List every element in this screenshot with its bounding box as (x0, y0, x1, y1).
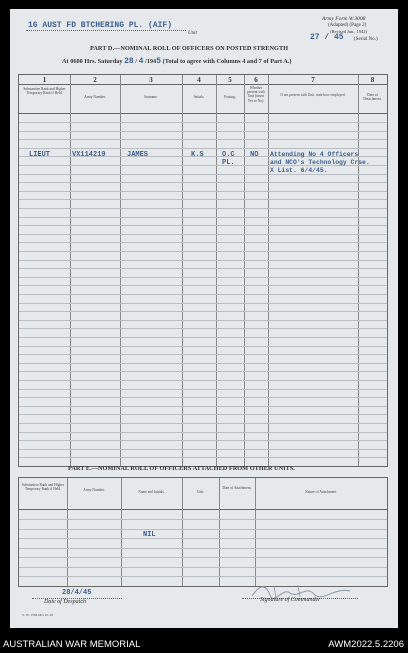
form-adapted: (Adapted) (Page 2) (328, 23, 367, 28)
archive-footer (0, 634, 408, 653)
ruled-line (19, 363, 387, 364)
despatch-date: 28/4/45 (62, 589, 92, 597)
e-col-header-nature: Nature of Attachment. (304, 490, 338, 494)
date-suffix: (Total to agree with Columns 4 and 7 of Part A.) (162, 58, 292, 65)
row-initials: K.S (191, 151, 204, 159)
ruled-line (19, 139, 387, 140)
ruled-line (19, 538, 387, 539)
date-year-prefix: /194 (145, 58, 157, 65)
col-num-2: 2 (93, 76, 97, 84)
row-posting: O.C (222, 151, 235, 159)
row-employed: Attending No 4 Officers (270, 151, 359, 158)
unit-name: 16 AUST FD BTCHERING PL. (AIF) (28, 21, 173, 30)
ruled-line (19, 406, 387, 407)
ruled-line (19, 548, 387, 549)
serial-number: 27 / 45 (310, 33, 344, 42)
col-num-1: 1 (42, 76, 47, 84)
ruled-line (19, 328, 387, 329)
col-header-number: Army Number. (84, 95, 106, 99)
nil-entry: NIL (143, 531, 156, 539)
col-header-initials: Initials. (193, 95, 205, 99)
ruled-line (19, 191, 387, 192)
date-slash: / (135, 58, 138, 65)
row-rank: LIEUT (29, 151, 51, 159)
ruled-line (19, 285, 387, 286)
ruled-line (19, 242, 387, 243)
ruled-line (19, 208, 387, 209)
col-num-5: 5 (228, 76, 232, 84)
ruled-line (19, 225, 387, 226)
ruled-line (19, 346, 387, 347)
col-header-posting: Posting. (224, 95, 236, 99)
ruled-line (19, 567, 387, 568)
print-code: S. W. 1584 Mrs 10-18 (22, 613, 53, 617)
ruled-line (19, 557, 387, 558)
ruled-line (19, 303, 387, 304)
ruled-line (19, 251, 387, 252)
col-num-3: 3 (149, 76, 153, 84)
ruled-line (19, 131, 387, 132)
col-num-7: 7 (311, 76, 315, 84)
ruled-line (19, 432, 387, 433)
ruled-line (19, 320, 387, 321)
date-prefix: At 0600 Hrs. Saturday (62, 58, 123, 65)
col-num-6: 6 (254, 76, 258, 84)
ruled-line (19, 423, 387, 424)
ruled-line (19, 440, 387, 441)
signature-label: Signature of Commander (260, 597, 321, 603)
col-num-4: 4 (197, 76, 201, 84)
archive-name: AUSTRALIAN WAR MEMORIAL (3, 639, 141, 650)
ruled-line (19, 397, 387, 398)
row-employed-3: X List. 6/4/45. (270, 167, 328, 174)
e-col-header-unit: Unit. (196, 490, 205, 494)
ruled-line (19, 148, 387, 149)
ruled-line (19, 260, 387, 261)
date-month: 4 (138, 57, 144, 66)
col-num-8: 8 (370, 76, 375, 84)
row-surname: JAMES (127, 151, 149, 159)
col-header-employed: If not present with Unit, state how employed. (280, 93, 346, 97)
e-col-header-date: Date of Attachment. (222, 486, 252, 490)
despatch-date-label: Date of Despatch (44, 599, 86, 605)
archive-id: AWM2022.5.2206 (328, 639, 404, 650)
ruled-line (19, 519, 387, 520)
row-number: VX114219 (72, 151, 106, 159)
form-name: Army Form W.3008 (322, 16, 366, 22)
ruled-line (19, 576, 387, 577)
unit-underline (26, 30, 186, 31)
ruled-line (19, 294, 387, 295)
ruled-line (19, 277, 387, 278)
ruled-line (19, 268, 387, 269)
ruled-line (19, 380, 387, 381)
col-header-present: Whether present with Unit (insert Yes or No). (247, 86, 265, 103)
part-e-title: PART E.—NOMINAL ROLL OF OFFICERS ATTACHED FROM OTHER UNITS. (68, 465, 295, 472)
row-employed-2: and NCO's Technology Crse. (270, 159, 370, 166)
unit-label: Unit (188, 31, 197, 36)
ruled-line (19, 234, 387, 235)
ruled-line (19, 174, 387, 175)
col-header-detachment: Date of Detachment. (363, 93, 382, 102)
ruled-line (19, 122, 387, 123)
form-sheet (10, 9, 398, 628)
row-present: NO (250, 151, 259, 159)
e-col-header-rank: Substantive Rank and Higher Temporary Rank if Held. (21, 483, 65, 492)
part-d-title: PART D.—NOMINAL ROLL OF OFFICERS ON POSTED STRENGTH (90, 45, 289, 52)
ruled-line (19, 414, 387, 415)
ruled-line (19, 529, 387, 530)
part-e-table (18, 477, 388, 587)
ruled-line (19, 457, 387, 458)
ruled-line (19, 449, 387, 450)
ruled-line (19, 217, 387, 218)
col-header-rank: Substantive Rank and Higher Temporary Rank if Held. (23, 87, 66, 96)
serial-label: (Serial No.) (354, 37, 378, 42)
ruled-line (19, 371, 387, 372)
date-year-digit: 5 (156, 57, 162, 66)
date-day: 28 (124, 57, 134, 66)
ruled-line (19, 337, 387, 338)
ruled-line (19, 389, 387, 390)
form-revised: (Revised Jan., 1942) (330, 29, 367, 34)
ruled-line (19, 199, 387, 200)
part-d-date-line (62, 57, 292, 66)
part-d-table (18, 74, 388, 467)
col-header-surname: Surname. (144, 95, 158, 99)
ruled-line (19, 182, 387, 183)
ruled-line (19, 311, 387, 312)
row-posting-2: PL. (222, 159, 235, 167)
ruled-line (19, 354, 387, 355)
e-col-header-number: Army Number. (83, 488, 105, 492)
e-col-header-name: Name and Initials. (138, 490, 165, 494)
